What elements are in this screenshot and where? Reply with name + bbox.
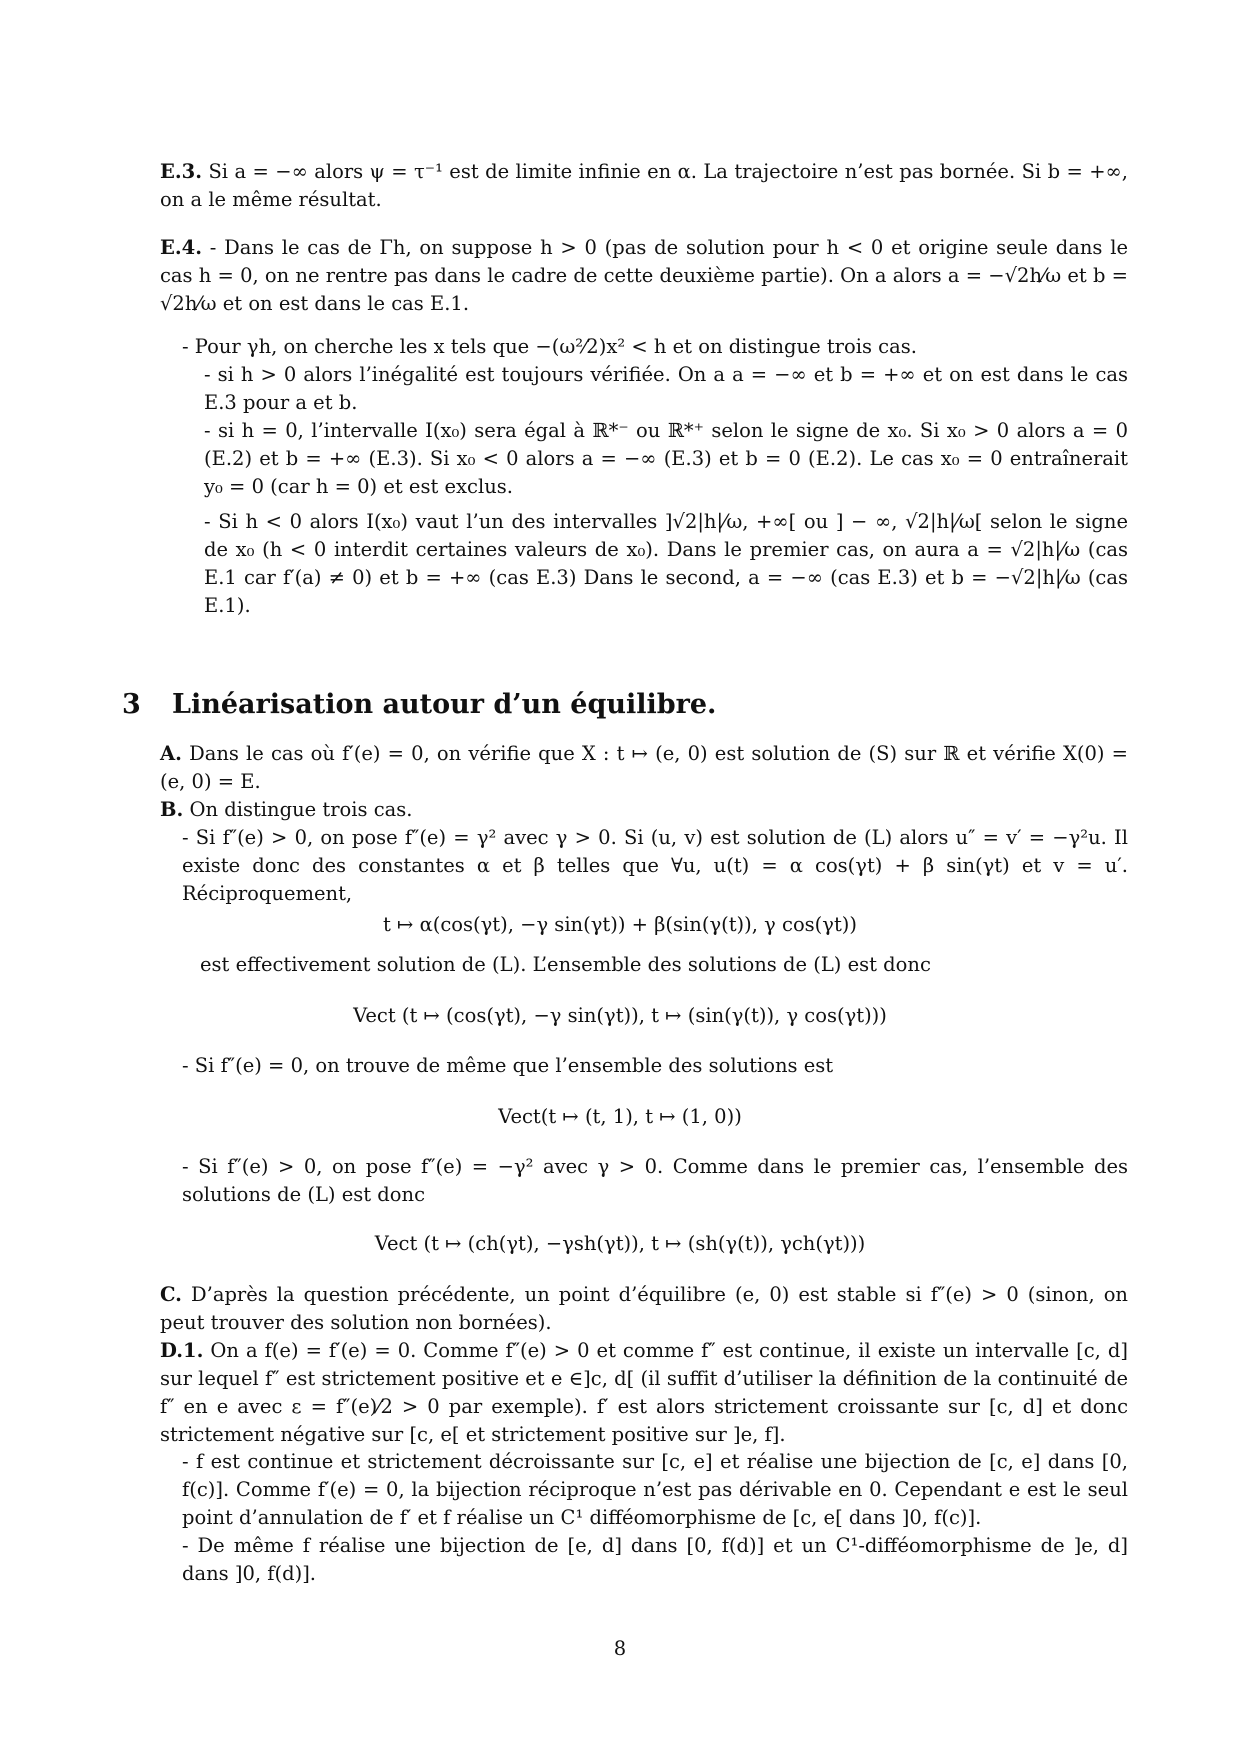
paragraph-e4	[160, 234, 1128, 318]
item-b-case3	[182, 1153, 1128, 1209]
text-e4-gamma-big: - Dans le cas de Γh, on suppose h > 0 (pas de solution pour h < 0 et origine seule dans le cas h = 0, on ne rentre pas dans le cadre de cette deuxième partie). On a alors a = −√2h⁄ω et b = √2h⁄ω et on est dans le cas E.1.	[160, 236, 1128, 315]
text-case-h-negative: - Si h < 0 alors I(x₀) vaut l’un des intervalles ]√2|h|⁄ω, +∞[ ou ] − ∞, √2|h|⁄ω[ selon le signe de x₀ (h < 0 interdit certaines valeurs de x₀). Dans le premier cas, on aura a = √2|h|⁄ω (cas E.1 car f′(a) ≠ 0) et b = +∞ (cas E.3) Dans le second, a = −∞ (cas E.3) et b = −√2|h|⁄ω (cas E.1).	[204, 510, 1128, 617]
text-b-intro: On distingue trois cas.	[189, 798, 413, 821]
text-c: D’après la question précédente, un point d’équilibre (e, 0) est stable si f″(e) > 0 (sinon, on peut trouver des solution non bornées).	[160, 1283, 1128, 1334]
item-case-h-positive	[204, 361, 1128, 417]
paragraph-b	[160, 796, 1128, 824]
equation-4: Vect (t ↦ (ch(γt), −γsh(γt)), t ↦ (sh(γ(t)), γch(γt)))	[374, 1232, 866, 1255]
section-heading	[122, 688, 716, 722]
text-e3: Si a = −∞ alors ψ = τ⁻¹ est de limite infinie en α. La trajectoire n’est pas bornée. Si b = +∞, on a le même résultat.	[160, 160, 1128, 211]
label-a: A.	[160, 742, 182, 765]
label-b: B.	[160, 798, 184, 821]
label-c: C.	[160, 1283, 182, 1306]
paragraph-a	[160, 740, 1128, 796]
text-d1-item1: - f est continue et strictement décroissante sur [c, e] et réalise une bijection de [c, e] dans [0, f(c)]. Comme f′(e) = 0, la bijection réciproque n’est pas dérivable en 0. Cependant e est le seul point d’annulation de f′ et f réalise un C¹ difféomorphisme de [c, e[ dans ]0, f(c)].	[182, 1450, 1128, 1529]
text-b-case2: - Si f″(e) = 0, on trouve de même que l’ensemble des solutions est	[182, 1054, 834, 1077]
equation-2: Vect (t ↦ (cos(γt), −γ sin(γt)), t ↦ (sin(γ(t)), γ cos(γt)))	[353, 1004, 887, 1027]
item-d1-1	[182, 1448, 1128, 1532]
paragraph-c	[160, 1281, 1128, 1337]
text-b-case1: - Si f″(e) > 0, on pose f″(e) = γ² avec γ > 0. Si (u, v) est solution de (L) alors u″ = v′ = −γ²u. Il existe donc des constantes α et β telles que ∀u, u(t) = α cos(γt) + β sin(γt) et v = u′. Réciproquement,	[182, 826, 1128, 905]
paragraph-d1	[160, 1337, 1128, 1449]
item-case-h-zero	[204, 417, 1128, 501]
text-d1-item2: - De même f réalise une bijection de [e, d] dans [0, f(d)] et un C¹-difféomorphisme de ]e, d] dans ]0, f(d)].	[182, 1534, 1128, 1585]
text-case-h-zero: - si h = 0, l’intervalle I(x₀) sera égal à ℝ*⁻ ou ℝ*⁺ selon le signe de x₀. Si x₀ > 0 alors a = 0 (E.2) et b = +∞ (E.3). Si x₀ < 0 alors a = −∞ (E.3) et b = 0 (E.2). Le cas x₀ = 0 entraînerait y₀ = 0 (car h = 0) et est exclus.	[204, 419, 1128, 498]
item-case-h-negative	[204, 508, 1128, 620]
text-a: Dans le cas où f′(e) = 0, on vérifie que X : t ↦ (e, 0) est solution de (S) sur ℝ et vérifie X(0) = (e, 0) = E.	[160, 742, 1128, 793]
label-e4: E.4.	[160, 236, 203, 259]
section-number: 3	[122, 689, 141, 720]
text-b-case1-after: est effectivement solution de (L). L’ensemble des solutions de (L) est donc	[200, 953, 931, 976]
label-d1: D.1.	[160, 1339, 204, 1362]
text-case-h-positive: - si h > 0 alors l’inégalité est toujours vérifiée. On a a = −∞ et b = +∞ et on est dans le cas E.3 pour a et b.	[204, 363, 1128, 414]
item-b-case2	[182, 1052, 1128, 1080]
section-title: Linéarisation autour d’un équilibre.	[172, 689, 717, 720]
text-d1: On a f(e) = f′(e) = 0. Comme f″(e) > 0 et comme f″ est continue, il existe un intervalle [c, d] sur lequel f″ est strictement positive et e ∈]c, d[ (il suffit d’utiliser la définition de la continuité de f″ en e avec ε = f″(e)⁄2 > 0 par exemple). f′ est alors strictement croissante sur [c, d] et donc strictement négative sur [c, e[ et strictement positive sur ]e, f].	[160, 1339, 1128, 1446]
item-gamma-small	[182, 333, 1128, 361]
paragraph-e3	[160, 158, 1128, 214]
text-b-case3: - Si f″(e) > 0, on pose f″(e) = −γ² avec γ > 0. Comme dans le premier cas, l’ensemble des solutions de (L) est donc	[182, 1155, 1128, 1206]
equation-1: t ↦ α(cos(γt), −γ sin(γt)) + β(sin(γ(t)), γ cos(γt))	[383, 913, 857, 936]
item-d1-2	[182, 1532, 1128, 1588]
text-gamma-small: - Pour γh, on cherche les x tels que −(ω²⁄2)x² < h et on distingue trois cas.	[182, 335, 917, 358]
equation-3: Vect(t ↦ (t, 1), t ↦ (1, 0))	[498, 1105, 742, 1128]
page-number: 8	[613, 1637, 627, 1660]
item-b-case1	[182, 824, 1128, 908]
label-e3: E.3.	[160, 160, 203, 183]
